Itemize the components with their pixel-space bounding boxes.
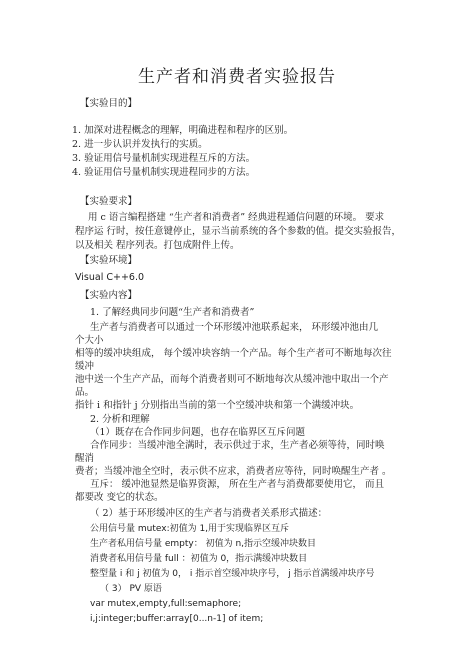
content-line: 个大小: [75, 335, 104, 346]
purpose-item-4: 4. 验证用信号量机制实现进程同步的方法。: [72, 167, 256, 178]
content-line: 互斥： 缓冲池显然是临界资源， 所在生产者与消费都要使用它， 而且: [90, 479, 385, 490]
content-line: （1）既存在合作同步问题，也存在临界区互斥问题: [90, 427, 306, 438]
content-line: 都要改 变它的状态。: [75, 492, 164, 503]
content-line: 池中送一个生产产品，而每个消费者则可不断地每次从缓冲池中取出一个产: [75, 374, 389, 385]
content-line: 1. 了解经典同步问题“生产者和消费者”: [90, 307, 255, 318]
environment-value: Visual C++6.0: [75, 272, 145, 283]
code-line: 生产者私用信号量 empty： 初值为 n,指示空缓冲块数目: [90, 539, 317, 549]
section-heading-purpose: 【实验目的】: [80, 98, 138, 109]
content-line: 费者；当缓冲池全空时，表示供不应求，消费者应等待，同时唤醒生产者 。: [75, 466, 392, 477]
requirements-line-2: 程序运 行时，按任意键停止，显示当前系统的各个参数的值。提交实验报告，: [75, 226, 402, 237]
requirements-line-3: 以及相关 程序列表。打包成附件上传。: [75, 240, 240, 251]
purpose-item-1: 1. 加深对进程概念的理解，明确进程和程序的区别。: [72, 125, 294, 136]
code-line: 整型量 i 和 j 初值为 0， i 指示首空缓冲块序号， j 指示首满缓冲块序号: [90, 569, 375, 579]
code-line: 公用信号量 mutex:初值为 1,用于实现临界区互斥: [90, 524, 290, 534]
page-title: 生产者和消费者实验报告: [138, 67, 336, 87]
content-line: 相等的缓冲块组成， 每个缓冲块容纳一个产品。每个生产者可不断地每次往: [75, 348, 392, 359]
purpose-item-3: 3. 验证用信号量机制实现进程互斥的方法。: [72, 153, 256, 164]
content-line: 2. 分析和理解: [90, 414, 150, 425]
section-heading-content: 【实验内容】: [80, 290, 138, 301]
content-line: 醒消: [75, 453, 95, 464]
requirements-line-1: 用 c 语言编程搭建 “生产者和消费者” 经典进程通信问题的环境。 要求: [88, 212, 385, 223]
code-line: 消费者私用信号量 full ：初值为 0，指示满缓冲块数目: [90, 554, 308, 564]
code-line: i,j:integer;buffer:array[0...n-1] of item;: [90, 614, 264, 624]
content-line: 生产者与消费者可以通过一个环形缓冲池联系起来， 环形缓冲池由几: [90, 322, 379, 333]
code-line: （ 3） PV 原语: [100, 584, 162, 594]
content-line: （ 2）基于环形缓冲区的生产者与消费者关系形式描述：: [90, 508, 328, 519]
content-line: 合作同步：当缓冲池全满时，表示供过于求，生产者必须等待，同时唤: [90, 440, 385, 451]
code-line: var mutex,empty,full:semaphore;: [90, 599, 242, 609]
section-heading-requirements: 【实验要求】: [80, 196, 138, 207]
content-line: 品。: [75, 387, 95, 398]
content-line: 指针 i 和指针 j 分别指出当前的第一个空缓冲块和第一个满缓冲块。: [75, 400, 360, 411]
purpose-item-2: 2. 进一步认识并发执行的实质。: [72, 139, 208, 150]
content-line: 缓冲: [75, 361, 95, 372]
section-heading-environment: 【实验环境】: [80, 255, 138, 266]
